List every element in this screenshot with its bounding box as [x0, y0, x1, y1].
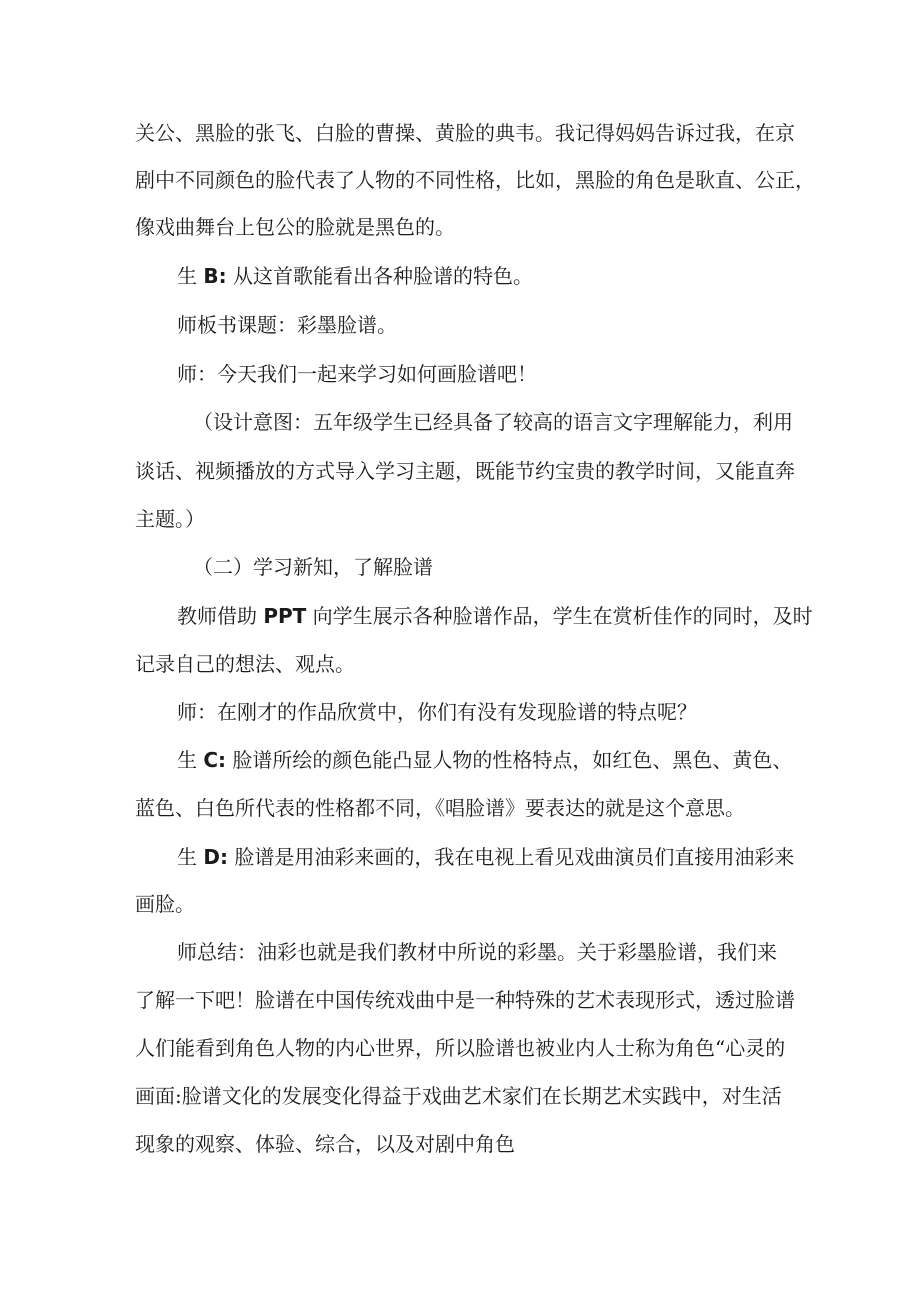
paragraph-line: 画面:脸谱文化的发展变化得益于戏曲艺术家们在长期艺术实践中，对生活 [135, 1084, 782, 1108]
speaker-prefix: 生 [177, 748, 204, 772]
paragraph-line: 师板书课题：彩墨脸谱。 [177, 313, 397, 337]
paragraph-line: 师：今天我们一起来学习如何画脸谱吧！ [177, 362, 537, 386]
paragraph-line: 师：在刚才的作品欣赏中，你们有没有发现脸谱的特点呢？ [177, 700, 697, 724]
paragraph-line: 蓝色、白色所代表的性格都不同，《唱脸谱》要表达的就是这个意思。 [135, 796, 745, 820]
speaker-prefix: 生 [177, 264, 204, 288]
paragraph-line: 画脸。 [135, 892, 195, 916]
paragraph-line: 剧中不同颜色的脸代表了人物的不同性格，比如，黑脸的角色是耿直、公正， [135, 168, 815, 192]
paragraph-line: 谈话、视频播放的方式导入学习主题，既能节约宝贵的教学时间，又能直奔 [135, 459, 795, 483]
paragraph-line: 了解一下吧！脸谱在中国传统戏曲中是一种特殊的艺术表现形式，透过脸谱 [135, 988, 795, 1012]
paragraph-line: （设计意图：五年级学生已经具备了较高的语言文字理解能力，利用 [193, 410, 793, 434]
text-run: 向学生展示各种脸谱作品，学生在赏析佳作的同时，及时 [306, 604, 813, 628]
section-heading: （二）学习新知，了解脸谱 [193, 555, 433, 579]
paragraph-line: 师总结：油彩也就是我们教材中所说的彩墨。关于彩墨脸谱，我们来 [177, 940, 777, 964]
speaker-prefix: 生 [177, 845, 204, 869]
dialogue-text: 脸谱是用油彩来画的，我在电视上看见戏曲演员们直接用油彩来 [227, 845, 795, 869]
ppt-term: PPT [263, 604, 307, 628]
speaker-tag: D: [203, 845, 228, 869]
paragraph-line: 现象的观察、体验、综合，以及对剧中角色 [135, 1132, 515, 1156]
speaker-tag: C: [203, 748, 227, 772]
dialogue-text: 从这首歌能看出各种脸谱的特色。 [226, 264, 533, 288]
paragraph-line: 记录自己的想法、观点。 [135, 652, 355, 676]
dialogue-line [177, 262, 847, 290]
dialogue-line [177, 843, 847, 871]
paragraph-line [177, 602, 847, 630]
dialogue-line [177, 746, 847, 774]
speaker-tag: B: [203, 264, 227, 288]
paragraph-line: 主题。） [135, 507, 205, 531]
paragraph-line: 像戏曲舞台上包公的脸就是黑色的。 [135, 215, 455, 239]
text-run: 教师借助 [177, 604, 264, 628]
paragraph-line: 关公、黑脸的张飞、白脸的曹操、黄脸的典韦。我记得妈妈告诉过我，在京 [135, 121, 795, 145]
paragraph-line: 人们能看到角色人物的内心世界，所以脸谱也被业内人士称为角色“心灵的 [135, 1036, 786, 1060]
dialogue-text: 脸谱所绘的颜色能凸显人物的性格特点，如红色、黑色、黄色、 [226, 748, 793, 772]
